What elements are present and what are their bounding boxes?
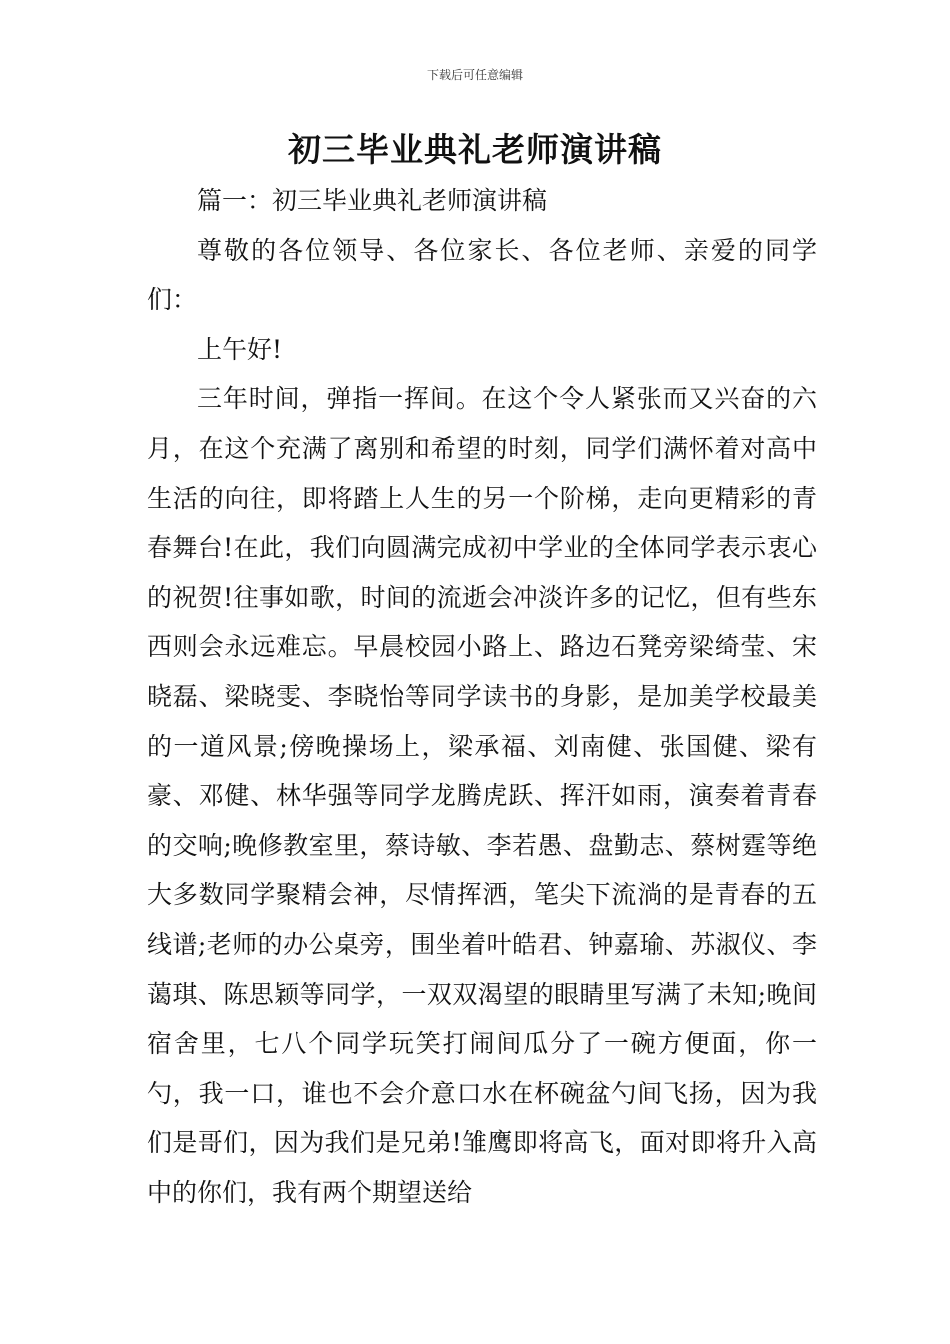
section-heading: 篇一：初三毕业典礼老师演讲稿 — [197, 186, 548, 215]
salutation-paragraph: 尊敬的各位领导、各位家长、各位老师、亲爱的同学们： — [147, 235, 817, 315]
document-title: 初三毕业典礼老师演讲稿 — [288, 130, 662, 169]
greeting-paragraph: 上午好! — [197, 334, 283, 364]
main-paragraph: 三年时间，弹指一挥间。在这个令人紧张而又兴奋的六月，在这个充满了离别和希望的时刻，同学们满怀着对高中生活的向往，即将踏上人生的另一个阶梯，走向更精彩的青春舞台!在此，我们向圆满完成初中学业的全体同学表示衷心的祝贺!往事如歌，时间的流逝会冲淡许多的记忆，但有些东西则会永远难忘。早晨校园小路上、路边石凳旁梁绮莹、宋晓磊、梁晓雯、李晓怡等同学读书的身影，是加美学校最美的一道风景;傍晚操场上，梁承福、刘南健、张国健、梁有豪、邓健、林华强等同学龙腾虎跃、挥汗如雨，演奏着青春的交响;晚修教室里，蔡诗敏、李若愚、盘勤志、蔡树霆等绝大多数同学聚精会神，尽情挥洒，笔尖下流淌的是青春的五线谱;老师的办公桌旁，围坐着叶皓君、钟嘉瑜、苏淑仪、李蔼琪、陈思颖等同学，一双双渴望的眼睛里写满了未知;晚间宿舍里，七八个同学玩笑打闹间瓜分了一碗方便面，你一勺，我一口，谁也不会介意口水在杯碗盆勺间飞扬，因为我们是哥们，因为我们是兄弟!雏鹰即将高飞，面对即将升入高中的你们，我有两个期望送给 — [147, 384, 817, 1207]
page-header-note: 下载后可任意编辑 — [426, 68, 523, 82]
document-body — [147, 176, 817, 1217]
